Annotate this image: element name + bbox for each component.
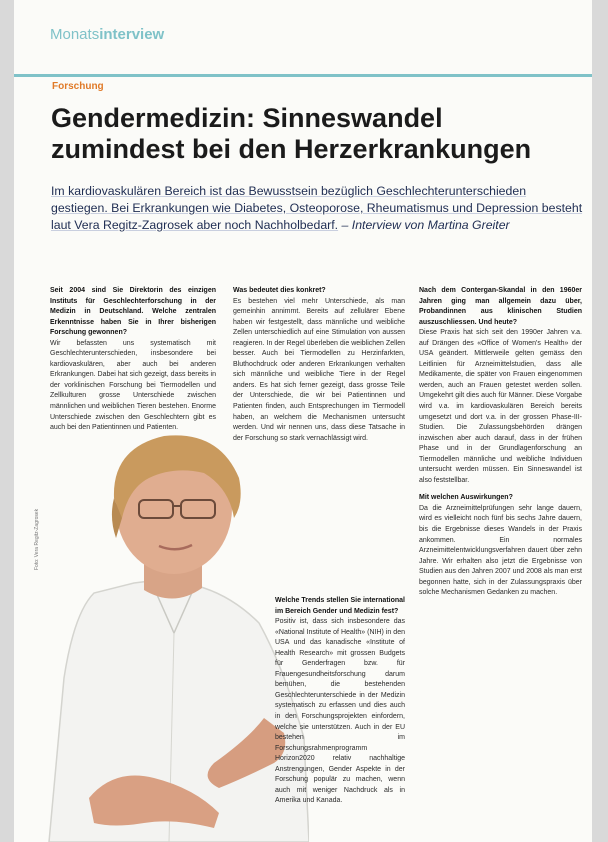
portrait-illustration	[34, 418, 309, 842]
interview-question: Welche Trends stellen Sie international im Bereich Gender und Medizin fest?	[275, 597, 405, 615]
interview-question: Seit 2004 sind Sie Direktorin des einzigen Instituts für Geschlechterforschung in der Medizin in Deutschland. Welche zentralen Erkenntnisse haben Sie in Ihrer bisherigen Forschung gewonnen?	[50, 287, 216, 337]
interview-answer: Wir befassten uns systematisch mit Geschlechterunterschieden, insbesondere bei kardiovaskulären, aber auch bei anderen Erkrankungen. Dabei hat sich gezeigt, dass bereits in der vorklinischen Forschung bei Tiermodellen und Zellkulturen grosse Unterschiede zwischen männlichen und weiblichen Tieren bestehen. Enorme Unterschiede zwischen den Geschlechtern gibt es auch bei den Patientinnen und Patienten.	[50, 339, 216, 432]
interview-question: Nach dem Contergan-Skandal in den 1960er Jahren ging man allgemein dazu über, Probandinnen aus klinischen Studien auszuschliessen. Und heute?	[419, 287, 582, 326]
interview-question: Mit welchen Auswirkungen?	[419, 494, 513, 502]
lead-paragraph	[51, 183, 584, 234]
header-rule	[14, 74, 592, 77]
byline: – Interview von Martina Greiter	[341, 218, 510, 232]
portrait-photo	[34, 418, 309, 842]
interview-answer: Positiv ist, dass sich insbesondere das «National Institute of Health» (NIH) in den USA und das kanadische «Institute of Health Research» mit grossen Budgets für Genderfragen bzw. für Frauengesundheitsforschung darum bemühen, die bestehenden Geschlechterunterschiede in der Medizin systematisch zu erfassen und dies auch in den Forschungsprojekten einfordern, welche sie unterstützen. Auch in der EU bestehen im Forschungsrahmenprogramm Horizon2020 relativ nachhaltige Anstrengungen, Gender Aspekte in der Forschung populär zu machen, wenn auch mit weniger Nachdruck als in Amerika und Kanada.	[275, 618, 405, 805]
text-column-1	[50, 286, 216, 441]
text-column-2-lower	[275, 596, 405, 814]
text-column-3	[419, 286, 582, 606]
section-label-part1: Monats	[50, 26, 100, 43]
text-column-2	[233, 286, 405, 451]
section-label	[50, 26, 164, 43]
interview-question: Was bedeutet dies konkret?	[233, 287, 326, 294]
headline: Gendermedizin: Sinneswandel zumindest bei den Herzerkrankungen	[51, 103, 532, 164]
section-label-part2: interview	[99, 26, 165, 43]
photo-credit: Foto: Vera Regitz-Zagrosek	[34, 508, 40, 570]
interview-answer: Da die Arzneimittelprüfungen sehr lange dauern, wird es vielleicht noch fünf bis sechs Jahre dauern, bis die Ergebnisse dieses Wandels in der Praxis ankommen. Ein normales Arzneimittelentwicklungsverfahren dauert über zehn Jahre. Wir erhalten also jetzt die Ergebnisse von Studien aus den Jahren 2007 und 2008 als man erst begonnen hatte, sich in der Zulassungspraxis über solche Mechanismen Gedanken zu machen.	[419, 504, 582, 597]
interview-answer: Diese Praxis hat sich seit den 1990er Jahren v.a. auf Drängen des «Office of Women's Health» der USA geändert. Mittlerweile gelten gemäss den Leitlinien für Arzneimittelstudien, dass alle Medikamente, die später von Frauen eingenommen werden, auch an Frauen getestet werden sollen. Umgekehrt gilt dies auch für Männer. Diese Vorgabe wird v.a. im kardiovaskulären Bereich bereits umgesetzt und dort v.a. in der grossen Phase-III-Studien. Die Zulassungsbehörden drängen inzwischen aber auch darauf, dass in der frühen Phase und in der Grundlagenforschung an Tiermodellen männliche und weibliche Individuen untersucht werden müssen. Ein Sinneswandel ist also feststellbar.	[419, 329, 582, 484]
magazine-page	[14, 0, 592, 842]
lead-text: Im kardiovaskulären Bereich ist das Bewusstsein bezüglich Geschlechterunterschieden gestiegen. Bei Erkrankungen wie Diabetes, Osteoporose, Rheumatismus und Depression besteht laut Vera Regitz-Zagrosek aber noch Nachholbedarf.	[51, 184, 583, 232]
kicker: Forschung	[52, 81, 104, 92]
interview-answer: Es bestehen viel mehr Unterschiede, als man gemeinhin annimmt. Bereits auf zellulärer Ebene haben wir festgestellt, dass männliche und weibliche Zellen unterschiedlich auf eine Stimulation von aussen reagieren. In der Regel überleben die weiblichen Zellen besser. Auch bei Tiermodellen zu Herzinfarkten, Bluthochdruck oder anderen Erkrankungen verhalten sich männliche und weibliche Tiere in der Regel anders. Es hat sich ferner gezeigt, dass grosse Teile der Unterschiede, die wir bei Patientinnen und Patienten finden, auch Entsprechungen im Tiermodell haben, an welchem die Mechanismen untersucht werden. Und wir nennen uns, dass diese Tatsache in der Forschung so stark vernachlässigt wird.	[233, 297, 405, 442]
